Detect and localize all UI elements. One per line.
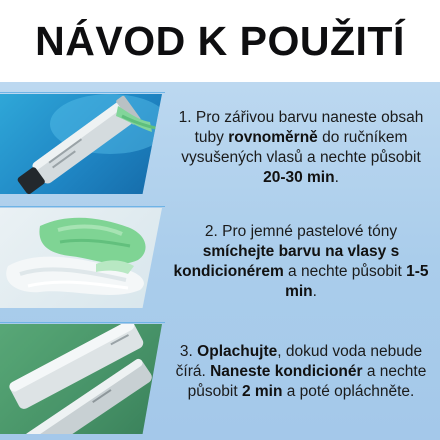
tubes-rinse-photo xyxy=(0,324,162,434)
step-3-text: 3. Oplachujte, dokud voda nebude čírá. Naneste kondicionér a nechte působit 2 min a poté opláchněte. xyxy=(175,343,427,400)
header xyxy=(0,0,440,82)
tube-photo xyxy=(0,94,162,194)
thumbnail-frame-line xyxy=(0,206,165,207)
step-1-text: 1. Pro zářivou barvu naneste obsah tuby rovnoměrně do ručníkem vysušených vlasů a nechte působit 20-30 min. xyxy=(178,109,424,186)
tube-illustration xyxy=(0,94,162,194)
step-2-text: 2. Pro jemné pastelové tóny smíchejte barvu na vlasy s kondicionérem a nechte působit 1-5 min. xyxy=(173,223,429,300)
cream-illustration xyxy=(0,208,162,308)
page-title: NÁVOD K POUŽITÍ xyxy=(35,17,405,64)
cream-swatch-photo xyxy=(0,208,162,308)
tubes-illustration xyxy=(0,324,162,434)
instructions-panel xyxy=(0,82,440,440)
thumbnail-frame-line xyxy=(0,92,165,93)
thumbnail-frame-line xyxy=(0,322,165,323)
